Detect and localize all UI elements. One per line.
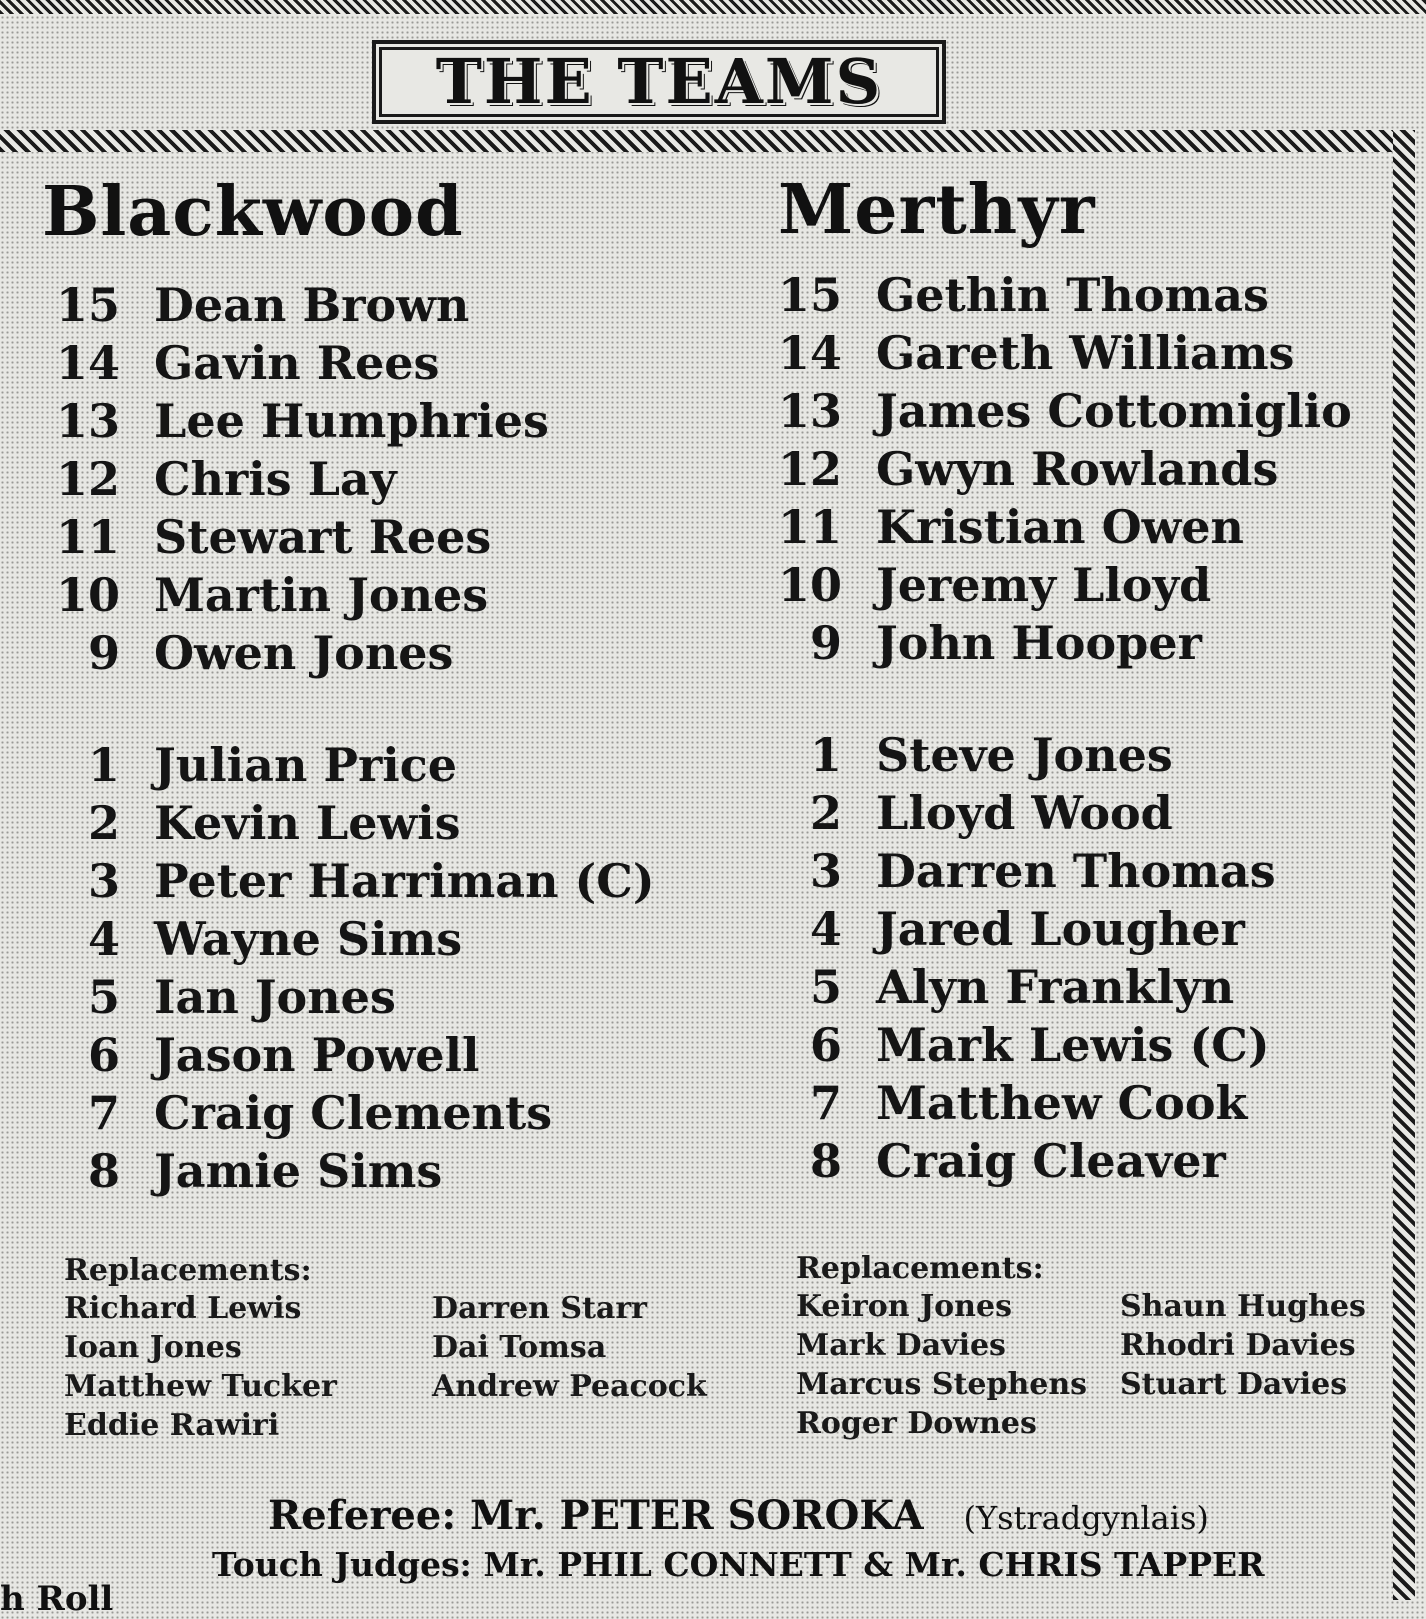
player-name: Gethin Thomas <box>876 268 1269 322</box>
player-row <box>772 1018 1270 1072</box>
replacement-name: Eddie Rawiri <box>64 1408 280 1443</box>
home-team-name: Blackwood <box>42 172 464 252</box>
player-name: Jeremy Lloyd <box>876 558 1212 612</box>
jersey-number: 10 <box>777 558 842 612</box>
referee-club: (Ystradgynlais) <box>963 1499 1209 1537</box>
player-name: Craig Clements <box>154 1086 553 1140</box>
player-name: James Cottomiglio <box>876 384 1352 438</box>
player-name: Alyn Franklyn <box>876 960 1235 1014</box>
jersey-number: 11 <box>777 500 842 554</box>
player-row <box>772 558 1212 612</box>
footer-cut-text: h Roll <box>0 1579 114 1619</box>
player-name: Dean Brown <box>154 278 470 332</box>
player-row <box>50 912 463 966</box>
header-hatched-border <box>0 130 1415 152</box>
player-row <box>50 394 549 448</box>
away-replacements-label: Replacements: <box>796 1251 1044 1286</box>
jersey-number: 15 <box>55 278 120 332</box>
player-row <box>772 786 1173 840</box>
jersey-number: 12 <box>55 452 120 506</box>
player-name: Wayne Sims <box>154 912 463 966</box>
player-row <box>50 1144 443 1198</box>
player-name: Martin Jones <box>154 568 489 622</box>
replacement-name: Rhodri Davies <box>1120 1328 1356 1363</box>
jersey-number: 7 <box>87 1086 120 1140</box>
player-name: Owen Jones <box>154 626 454 680</box>
player-name: Craig Cleaver <box>876 1134 1226 1188</box>
player-row <box>772 1076 1248 1130</box>
player-name: Ian Jones <box>154 970 396 1024</box>
player-row <box>772 616 1202 670</box>
replacement-name: Mark Davies <box>796 1328 1006 1363</box>
replacement-name: Shaun Hughes <box>1120 1289 1366 1324</box>
player-name: Jamie Sims <box>154 1144 443 1198</box>
player-row <box>772 326 1295 380</box>
player-row <box>772 844 1276 898</box>
player-row <box>50 336 440 390</box>
jersey-number: 6 <box>87 1028 120 1082</box>
jersey-number: 12 <box>777 442 842 496</box>
player-row <box>50 738 457 792</box>
player-row <box>772 268 1269 322</box>
player-name: Matthew Cook <box>876 1076 1248 1130</box>
player-row <box>50 626 454 680</box>
jersey-number: 4 <box>809 902 842 956</box>
player-name: John Hooper <box>876 616 1202 670</box>
jersey-number: 2 <box>87 796 120 850</box>
player-name: Kevin Lewis <box>154 796 461 850</box>
jersey-number: 5 <box>87 970 120 1024</box>
player-name: Steve Jones <box>876 728 1173 782</box>
jersey-number: 11 <box>55 510 120 564</box>
replacement-name: Richard Lewis <box>64 1291 302 1326</box>
player-row <box>50 854 655 908</box>
player-row <box>772 960 1235 1014</box>
player-row <box>50 568 489 622</box>
player-name: Chris Lay <box>154 452 397 506</box>
page-title: THE TEAMS <box>435 45 883 118</box>
touch-judges-line: Touch Judges: Mr. PHIL CONNETT & Mr. CHRIS TAPPER <box>212 1545 1265 1584</box>
replacement-name: Marcus Stephens <box>796 1367 1088 1402</box>
player-row <box>50 796 461 850</box>
player-name: Jason Powell <box>154 1028 480 1082</box>
top-hatched-border <box>0 0 1426 14</box>
jersey-number: 13 <box>55 394 120 448</box>
player-row <box>772 442 1279 496</box>
title-plate <box>372 40 946 124</box>
player-name: Peter Harriman (C) <box>154 854 655 908</box>
jersey-number: 2 <box>809 786 842 840</box>
jersey-number: 15 <box>777 268 842 322</box>
player-row <box>772 500 1244 554</box>
player-name: Gareth Williams <box>876 326 1295 380</box>
player-name: Lloyd Wood <box>876 786 1173 840</box>
jersey-number: 7 <box>809 1076 842 1130</box>
replacement-name: Matthew Tucker <box>64 1369 337 1404</box>
player-name: Gavin Rees <box>154 336 440 390</box>
player-name: Julian Price <box>154 738 457 792</box>
player-row <box>50 452 397 506</box>
replacement-name: Dai Tomsa <box>432 1330 607 1365</box>
player-row <box>50 278 470 332</box>
referee-line <box>268 1492 1209 1539</box>
jersey-number: 6 <box>809 1018 842 1072</box>
jersey-number: 1 <box>809 728 842 782</box>
replacement-name: Stuart Davies <box>1120 1367 1348 1402</box>
player-row <box>772 728 1173 782</box>
replacement-name: Roger Downes <box>796 1406 1037 1441</box>
jersey-number: 14 <box>55 336 120 390</box>
player-name: Kristian Owen <box>876 500 1244 554</box>
player-name: Stewart Rees <box>154 510 492 564</box>
away-team-name: Merthyr <box>778 170 1096 250</box>
referee-name: Referee: Mr. PETER SOROKA <box>268 1492 924 1539</box>
jersey-number: 4 <box>87 912 120 966</box>
player-name: Mark Lewis (C) <box>876 1018 1270 1072</box>
player-row <box>772 902 1245 956</box>
player-row <box>50 970 396 1024</box>
jersey-number: 14 <box>777 326 842 380</box>
replacement-name: Darren Starr <box>432 1291 647 1326</box>
jersey-number: 13 <box>777 384 842 438</box>
home-replacements-label: Replacements: <box>64 1253 312 1288</box>
player-row <box>50 510 492 564</box>
jersey-number: 3 <box>809 844 842 898</box>
replacement-name: Keiron Jones <box>796 1289 1012 1324</box>
replacement-name: Ioan Jones <box>64 1330 242 1365</box>
player-name: Jared Lougher <box>876 902 1245 956</box>
jersey-number: 1 <box>87 738 120 792</box>
player-row <box>772 1134 1226 1188</box>
player-name: Gwyn Rowlands <box>876 442 1279 496</box>
jersey-number: 5 <box>809 960 842 1014</box>
player-name: Lee Humphries <box>154 394 549 448</box>
player-row <box>50 1086 553 1140</box>
player-row <box>772 384 1352 438</box>
replacement-name: Andrew Peacock <box>432 1369 707 1404</box>
jersey-number: 9 <box>809 616 842 670</box>
jersey-number: 8 <box>87 1144 120 1198</box>
jersey-number: 3 <box>87 854 120 908</box>
player-row <box>50 1028 480 1082</box>
right-hatched-border <box>1393 130 1415 1600</box>
jersey-number: 10 <box>55 568 120 622</box>
player-name: Darren Thomas <box>876 844 1276 898</box>
jersey-number: 8 <box>809 1134 842 1188</box>
jersey-number: 9 <box>87 626 120 680</box>
